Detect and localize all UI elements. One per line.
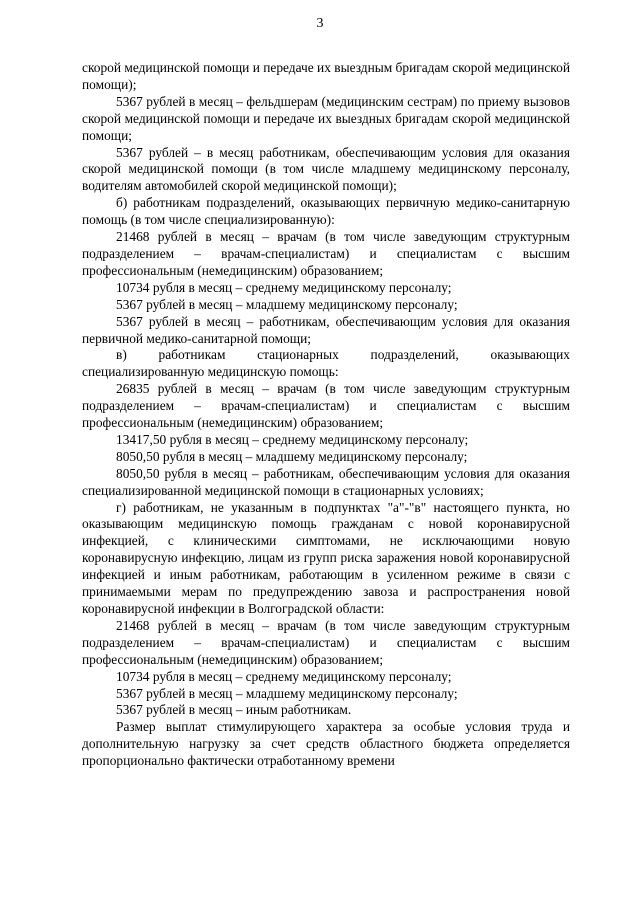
paragraph-support-staff-ambulance: 5367 рублей – в месяц работникам, обеспечивающим условия для оказания скорой медицинской помощи (в том числе младшему медицинскому персоналу, водителям автомобилей скорой медицинской помощи); — [82, 144, 570, 194]
document-body — [82, 60, 570, 770]
paragraph-b-doctors: 21468 рублей в месяц – врачам (в том числе заведующим структурным подразделением – врачам-специалистам) и специалистам с высшим профессиональным (немедицинским) образованием; — [82, 229, 570, 278]
paragraph-g-mid-staff: 10734 рубля в месяц – среднему медицинскому персоналу; — [116, 668, 452, 684]
paragraph-g-junior-staff: 5367 рублей в месяц – младшему медицинскому персоналу; — [116, 685, 458, 701]
paragraph-payment-size: Размер выплат стимулирующего характера за особые условия труда и дополнительную нагрузку за счет средств областного бюджета определяется пропорционально фактически отработанному времени — [82, 719, 570, 769]
page-number: 3 — [316, 16, 324, 31]
paragraph-paramedics-rate: 5367 рублей в месяц – фельдшерам (медицинским сестрам) по приему вызовов скорой медицинской помощи и передаче их выездных бригадам скорой медицинской помощи; — [82, 93, 570, 143]
paragraph-b-junior-staff: 5367 рублей в месяц – младшему медицинскому персоналу; — [116, 296, 458, 312]
paragraph-item-v-heading: в) работникам стационарных подразделений, оказывающих специализированную медицинскую помощь: — [82, 347, 570, 380]
paragraph-g-doctors: 21468 рублей в месяц – врачам (в том числе заведующим структурным подразделением – врачам-специалистам) и специалистам с высшим профессиональным (немедицинским) образованием; — [82, 617, 570, 667]
paragraph-b-support-staff: 5367 рублей в месяц – работникам, обеспечивающим условия для оказания первичной медико-санитарной помощи; — [82, 313, 570, 346]
paragraph-v-junior-staff: 8050,50 рубля в месяц – младшему медицинскому персоналу; — [116, 448, 468, 464]
paragraph-item-g-heading: г) работникам, не указанным в подпунктах "а"-"в" настоящего пункта, но оказывающим медицинскую помощь гражданам с новой коронавирусной инфекцией, с клиническими симптомами, не исключающими новую коронавирусную инфекцию, лицам из групп риска заражения новой коронавирусной инфекцией и иным работникам, работающим в усиленном режиме в связи с принимаемыми мерам по предупреждению завоза и распространения новой коронавирусной инфекции в Волгоградской области: — [82, 499, 570, 616]
paragraph-g-other-staff: 5367 рублей в месяц – иным работникам. — [116, 702, 352, 718]
paragraph-b-mid-staff: 10734 рубля в месяц – среднему медицинскому персоналу; — [116, 279, 452, 295]
paragraph-continuation: скорой медицинской помощи и передаче их выездным бригадам скорой медицинской помощи); — [82, 60, 570, 92]
paragraph-v-mid-staff: 13417,50 рубля в месяц – среднему медицинскому персоналу; — [116, 431, 469, 447]
paragraph-item-b-heading: б) работникам подразделений, оказывающих первичную медико-санитарную помощь (в том числе специализированную): — [82, 195, 570, 228]
paragraph-v-support-staff: 8050,50 рубля в месяц – работникам, обеспечивающим условия для оказания специализированной медицинской помощи в стационарных условиях; — [82, 465, 570, 498]
paragraph-v-doctors: 26835 рублей в месяц – врачам (в том числе заведующим структурным подразделением – врачам-специалистам) и специалистам с высшим профессиональным (немедицинским) образованием; — [82, 381, 570, 431]
